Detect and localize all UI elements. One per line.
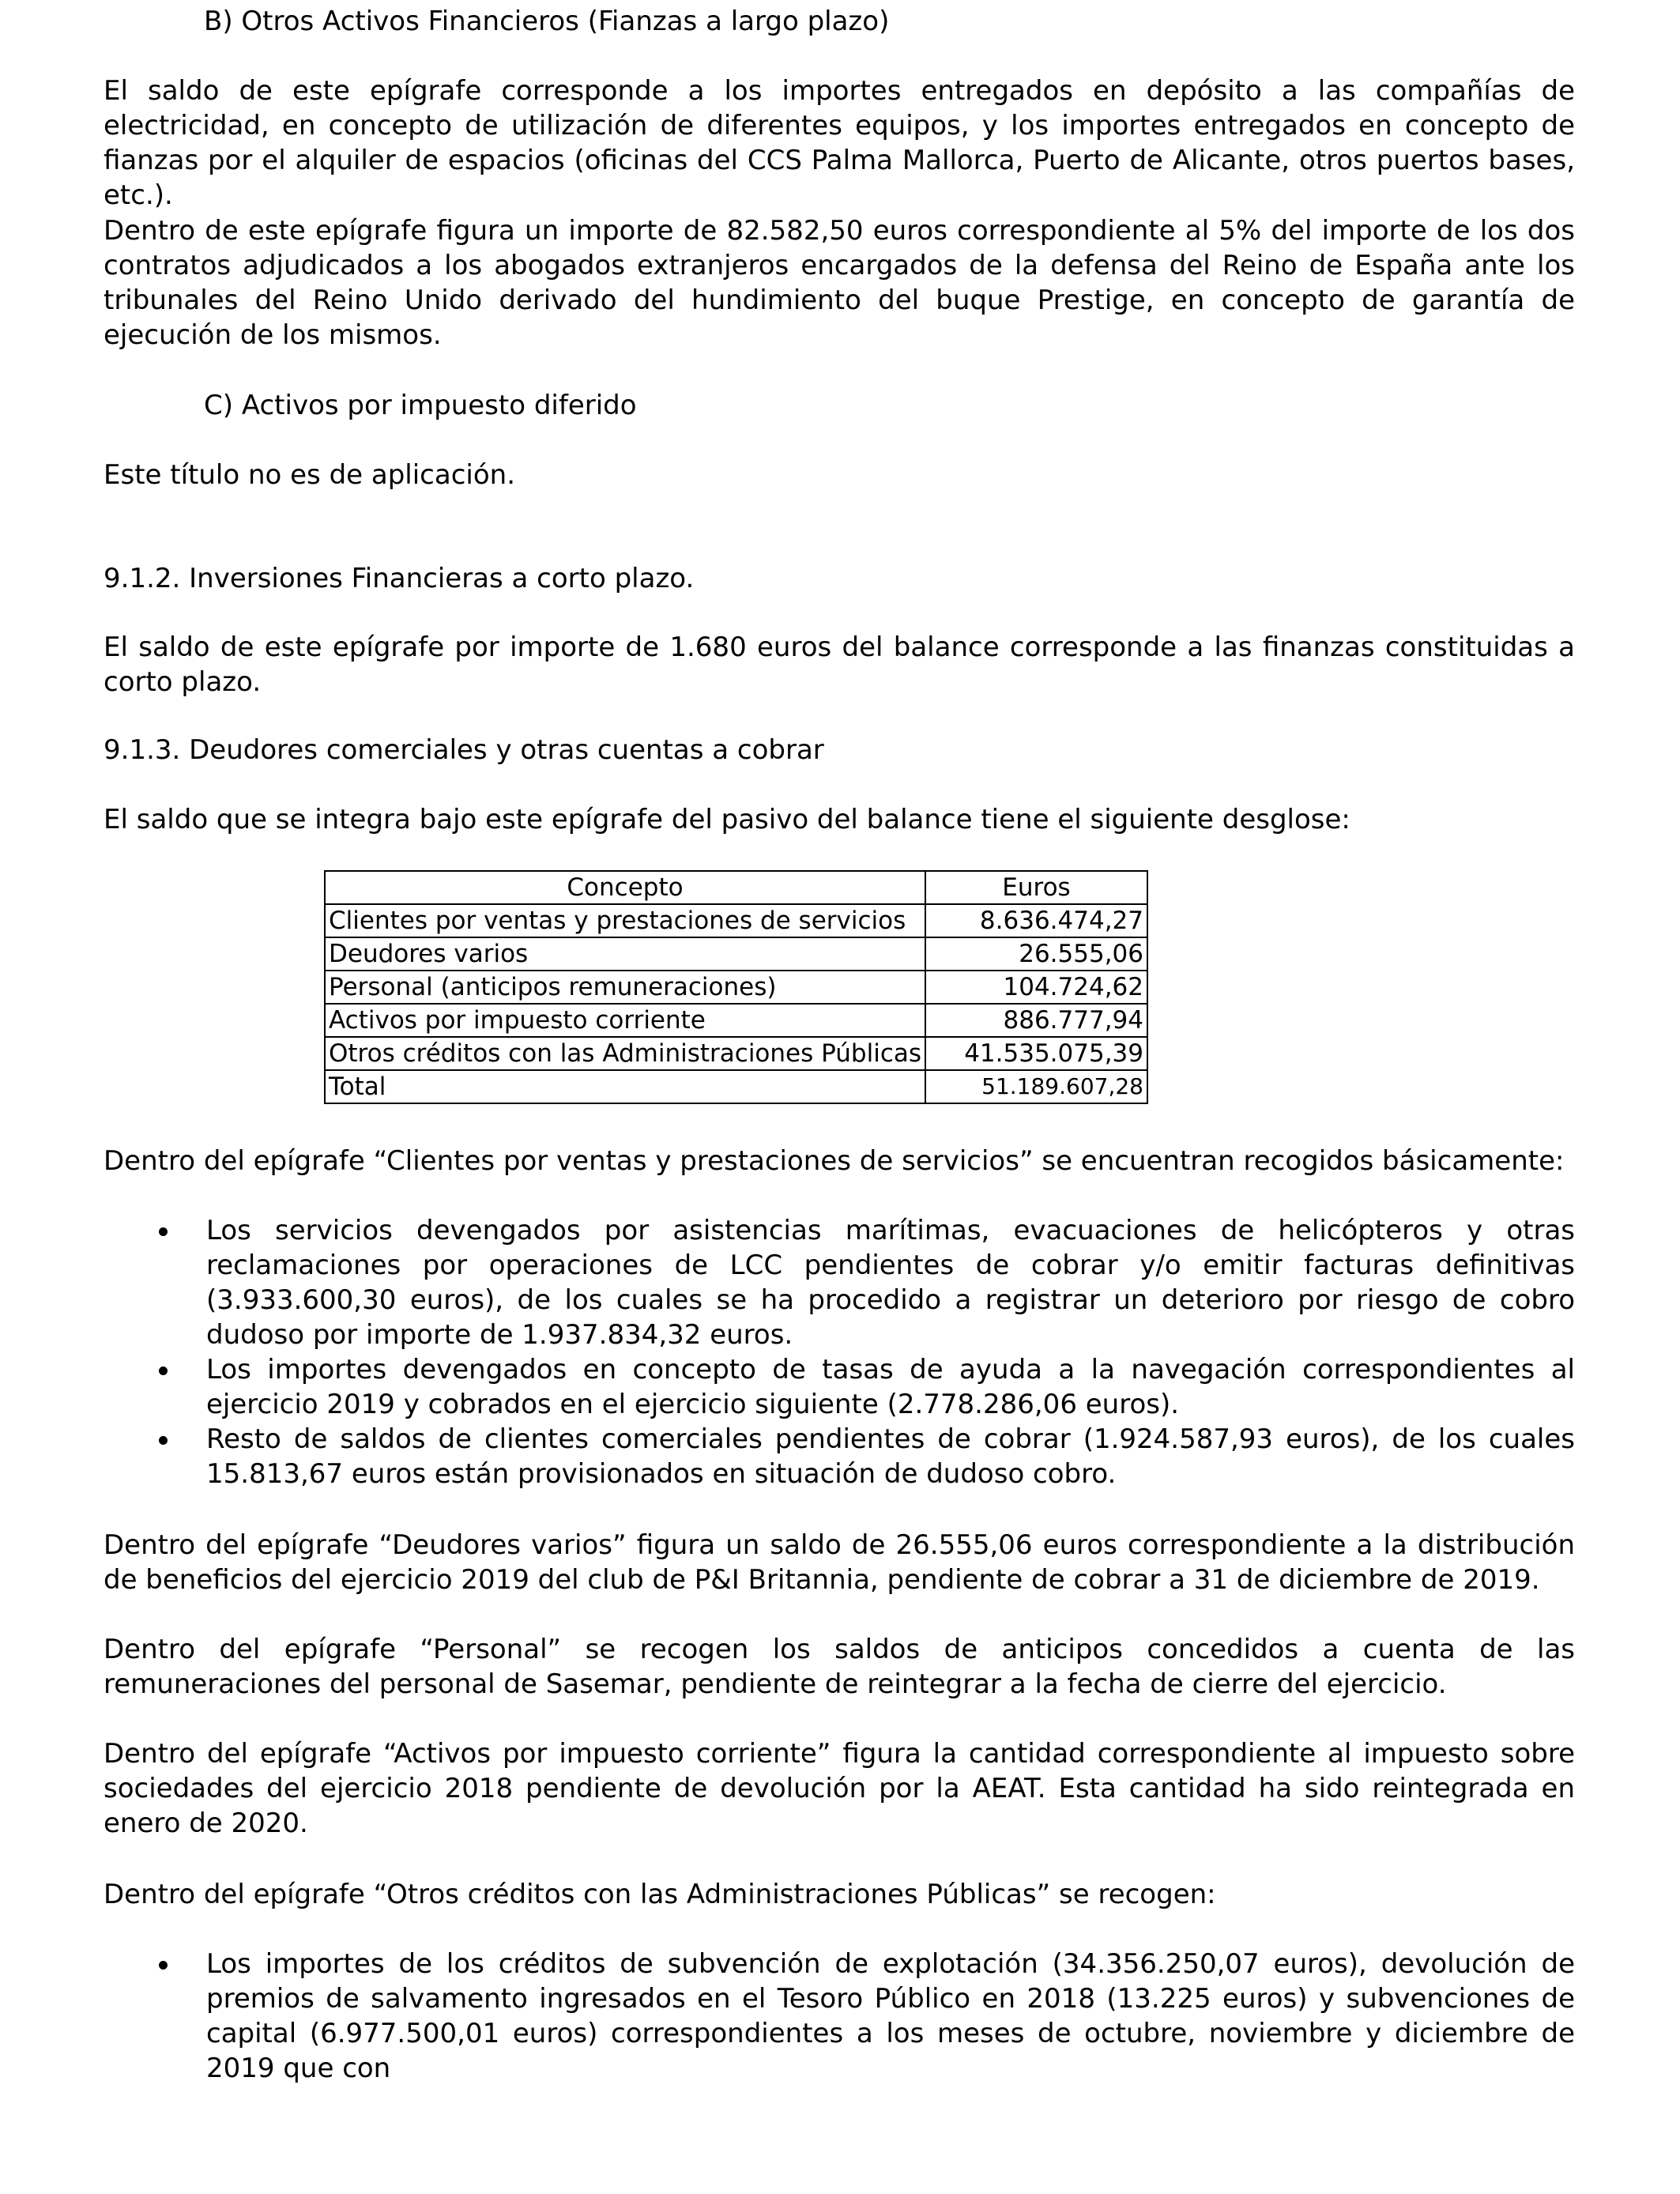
bullet-icon <box>159 1227 168 1236</box>
table-cell-amount: 8.636.474,27 <box>925 904 1147 937</box>
table-row <box>325 937 1147 971</box>
list-item-text: Los importes de los créditos de subvención de explotación (34.356.250,07 euros), devolución de premios de salvamento ingresados en el Tesoro Público en 2018 (13.225 euros) y subvenciones de capital (6.977.500,01 euros) correspondientes a los meses de octubre, noviembre y diciembre de 2019 que con <box>206 1948 1575 2084</box>
list-item <box>104 1422 1575 1491</box>
table-header-euros: Euros <box>925 871 1147 904</box>
list-item <box>104 1213 1575 1352</box>
table-cell-amount: 26.555,06 <box>925 937 1147 971</box>
impuesto-corriente-paragraph: Dentro del epígrafe “Activos por impuesto corriente” figura la cantidad correspondiente al impuesto sobre sociedades del ejercicio 2018 pendiente de devolución por la AEAT. Esta cantidad ha sido reintegrada en enero de 2020. <box>104 1738 1575 1839</box>
table-row <box>325 1004 1147 1037</box>
personal-paragraph: Dentro del epígrafe “Personal” se recogen los saldos de anticipos concedidos a cuenta de las remuneraciones del personal de Sasemar, pendiente de reintegrar a la fecha de cierre del ejercicio. <box>104 1634 1575 1700</box>
bullet-icon <box>159 1367 168 1375</box>
bullet-icon <box>159 1436 168 1445</box>
clientes-intro: Dentro del epígrafe “Clientes por ventas y prestaciones de servicios” se encuentran recogidos básicamente: <box>104 1145 1565 1177</box>
table-row <box>325 1037 1147 1070</box>
list-item-text: Los importes devengados en concepto de tasas de ayuda a la navegación correspondientes al ejercicio 2019 y cobrados en el ejercicio siguiente (2.778.286,06 euros). <box>206 1354 1575 1420</box>
inversiones-paragraph: El saldo de este epígrafe por importe de 1.680 euros del balance corresponde a las finanzas constituidas a corto plazo. <box>104 631 1575 698</box>
table-cell-total-amount: 51.189.607,28 <box>925 1070 1147 1103</box>
inversiones-heading: 9.1.2. Inversiones Financieras a corto plazo. <box>104 563 695 594</box>
otros-activos-paragraph-1: El saldo de este epígrafe corresponde a los importes entregados en depósito a las compañías de electricidad, en concepto de utilización de diferentes equipos, y los importes entregados en concepto de fianzas por el alquiler de espacios (oficinas del CCS Palma Mallorca, Puerto de Alicante, otros puertos bases, etc.). <box>104 75 1575 211</box>
deudores-heading: 9.1.3. Deudores comerciales y otras cuentas a cobrar <box>104 734 824 766</box>
list-item <box>104 1947 1575 2086</box>
table-row <box>325 971 1147 1004</box>
otros-creditos-bullet-list <box>104 1947 1575 2086</box>
table-cell-amount: 104.724,62 <box>925 971 1147 1004</box>
table-header-row <box>325 871 1147 904</box>
table-cell-total-label: Total <box>325 1070 925 1103</box>
otros-activos-heading: B) Otros Activos Financieros (Fianzas a largo plazo) <box>204 6 890 37</box>
list-item <box>104 1352 1575 1422</box>
table-row <box>325 904 1147 937</box>
table-cell-concept: Deudores varios <box>325 937 925 971</box>
otros-activos-paragraph-2: Dentro de este epígrafe figura un importe de 82.582,50 euros correspondiente al 5% del importe de los dos contratos adjudicados a los abogados extranjeros encargados de la defensa del Reino de España ante los tribunales del Reino Unido derivado del hundimiento del buque Prestige, en concepto de garantía de ejecución de los mismos. <box>104 215 1575 351</box>
impuesto-diferido-heading: C) Activos por impuesto diferido <box>204 390 637 421</box>
bullet-icon <box>159 1961 168 1970</box>
table-header-concepto: Concepto <box>325 871 925 904</box>
table-cell-amount: 41.535.075,39 <box>925 1037 1147 1070</box>
impuesto-diferido-paragraph: Este título no es de aplicación. <box>104 459 516 491</box>
table-cell-amount: 886.777,94 <box>925 1004 1147 1037</box>
list-item-text: Resto de saldos de clientes comerciales pendientes de cobrar (1.924.587,93 euros), de los cuales 15.813,67 euros están provisionados en situación de dudoso cobro. <box>206 1423 1575 1490</box>
table-total-row <box>325 1070 1147 1103</box>
breakdown-table <box>324 870 1148 1104</box>
deudores-intro: El saldo que se integra bajo este epígrafe del pasivo del balance tiene el siguiente desglose: <box>104 804 1350 835</box>
table-cell-concept: Otros créditos con las Administraciones Públicas <box>325 1037 925 1070</box>
clientes-bullet-list <box>104 1213 1575 1491</box>
list-item-text: Los servicios devengados por asistencias marítimas, evacuaciones de helicópteros y otras reclamaciones por operaciones de LCC pendientes de cobrar y/o emitir facturas definitivas (3.933.600,30 euros), de los cuales se ha procedido a registrar un deterioro por riesgo de cobro dudoso por importe de 1.937.834,32 euros. <box>206 1215 1575 1351</box>
table-cell-concept: Clientes por ventas y prestaciones de servicios <box>325 904 925 937</box>
table-cell-concept: Activos por impuesto corriente <box>325 1004 925 1037</box>
otros-creditos-intro: Dentro del epígrafe “Otros créditos con las Administraciones Públicas” se recogen: <box>104 1879 1216 1910</box>
deudores-varios-paragraph: Dentro del epígrafe “Deudores varios” figura un saldo de 26.555,06 euros correspondiente a la distribución de beneficios del ejercicio 2019 del club de P&I Britannia, pendiente de cobrar a 31 de diciembre de 2019. <box>104 1529 1575 1596</box>
table-cell-concept: Personal (anticipos remuneraciones) <box>325 971 925 1004</box>
